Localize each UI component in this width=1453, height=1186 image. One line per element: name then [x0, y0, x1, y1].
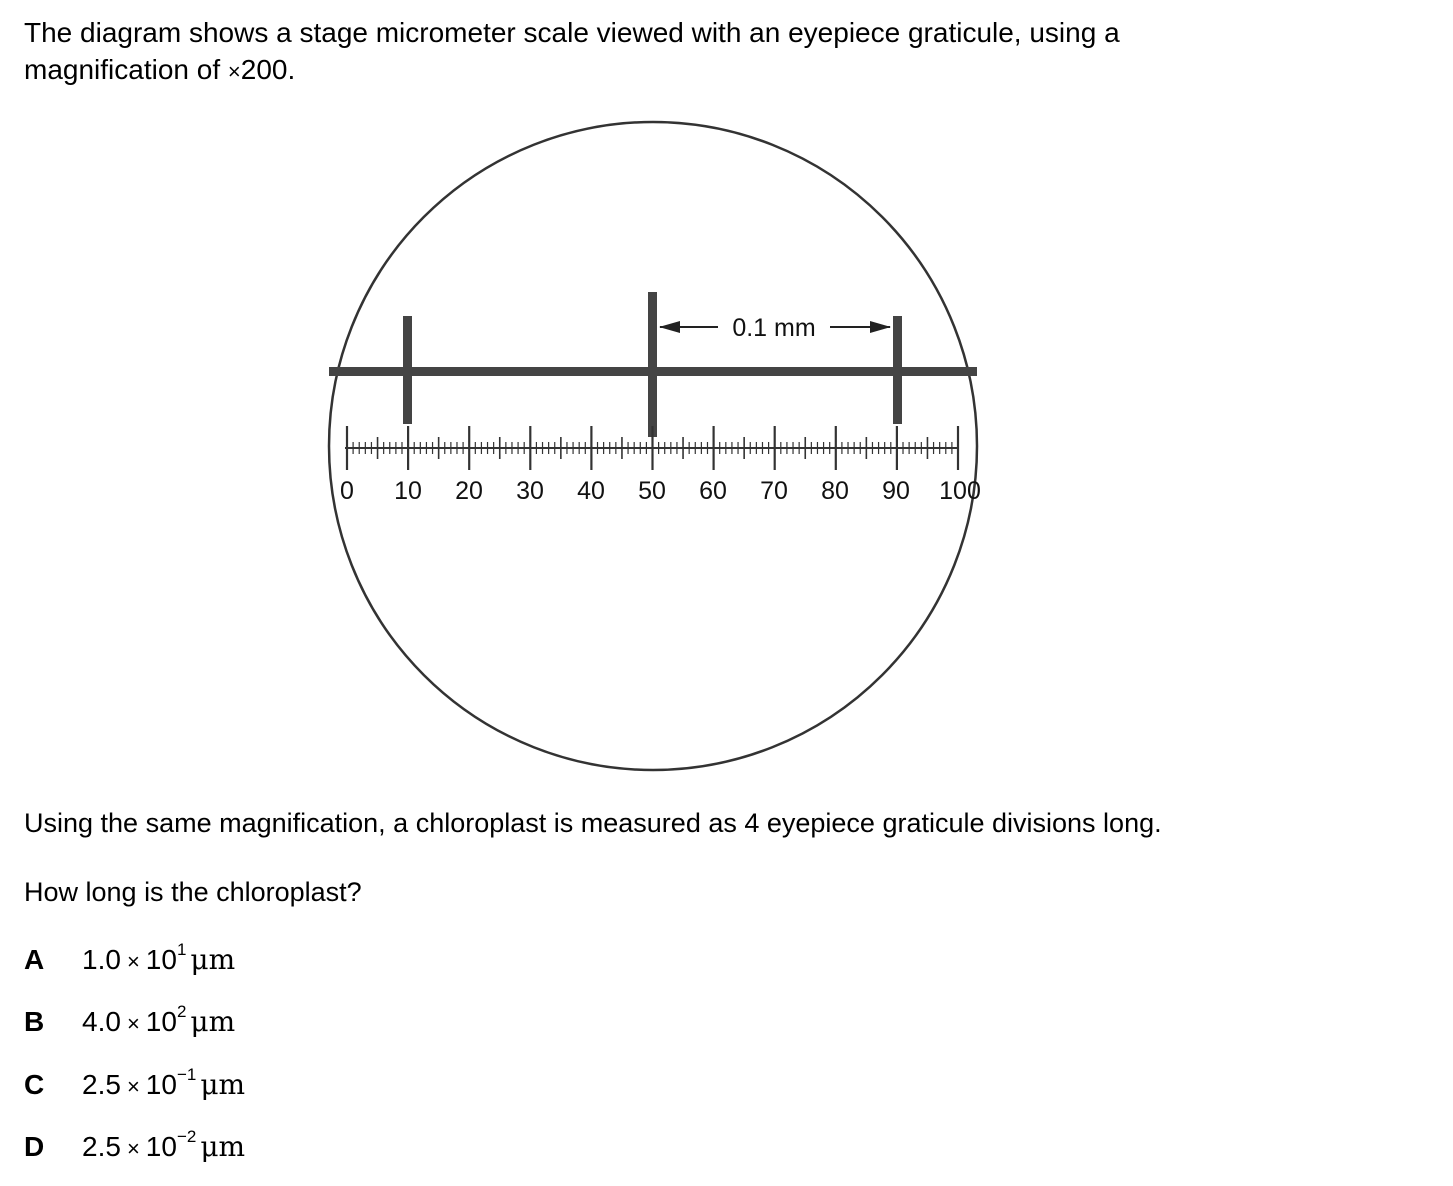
scale-label-60: 60 [699, 477, 727, 505]
option-c[interactable] [24, 1064, 246, 1104]
scale-label-70: 70 [760, 477, 788, 505]
option-mantissa: 2.5 [82, 1131, 121, 1162]
stage-scale-label: 0.1 mm [732, 314, 816, 342]
option-unit: μm [200, 1130, 246, 1163]
option-base: 10 [145, 944, 177, 975]
question-statement: Using the same magnification, a chloroplast is measured as 4 eyepiece graticule divisions long. [24, 808, 1162, 838]
scale-label-10: 10 [394, 477, 422, 505]
option-mantissa: 2.5 [82, 1069, 121, 1100]
option-base: 10 [145, 1006, 177, 1037]
scale-label-0: 0 [340, 477, 354, 505]
option-unit: μm [190, 1005, 236, 1038]
option-a[interactable] [24, 939, 236, 979]
question-prompt: How long is the chloroplast? [24, 877, 362, 907]
option-letter: A [24, 944, 45, 975]
option-unit: μm [200, 1068, 246, 1101]
scale-label-30: 30 [516, 477, 544, 505]
option-d[interactable] [24, 1126, 246, 1166]
option-exponent: 2 [176, 1001, 187, 1021]
option-exponent: −2 [176, 1126, 197, 1146]
option-mantissa: 4.0 [82, 1006, 121, 1037]
scale-label-40: 40 [577, 477, 605, 505]
option-times: × [126, 949, 140, 974]
intro-line-2-prefix: magnification of [24, 54, 228, 85]
option-base: 10 [145, 1069, 177, 1100]
scale-label-20: 20 [455, 477, 483, 505]
option-letter: C [24, 1069, 45, 1100]
option-mantissa: 1.0 [82, 944, 121, 975]
option-times: × [126, 1074, 140, 1099]
stage-marker-1 [403, 316, 412, 424]
option-exponent: 1 [176, 939, 187, 959]
eyepiece-graticule [345, 426, 959, 470]
option-times: × [126, 1011, 140, 1036]
option-letter: B [24, 1006, 45, 1037]
question-intro [24, 14, 1340, 90]
micrometer-diagram [310, 115, 1000, 780]
option-times: × [126, 1136, 140, 1161]
intro-line-1: The diagram shows a stage micrometer scale viewed with an eyepiece graticule, using a [24, 17, 1120, 48]
option-exponent: −1 [176, 1064, 197, 1084]
scale-label-100: 100 [939, 477, 981, 505]
times-symbol: × [227, 59, 241, 84]
stage-marker-3 [893, 316, 902, 424]
option-unit: μm [190, 943, 236, 976]
option-letter: D [24, 1131, 45, 1162]
magnification-value: 200. [240, 54, 296, 85]
option-b[interactable] [24, 1001, 236, 1041]
graticule-ticks [347, 426, 958, 470]
graticule-scale-labels [340, 477, 981, 505]
scale-label-90: 90 [882, 477, 910, 505]
option-base: 10 [145, 1131, 177, 1162]
stage-marker-2 [648, 292, 657, 437]
scale-label-50: 50 [638, 477, 666, 505]
scale-label-80: 80 [821, 477, 849, 505]
